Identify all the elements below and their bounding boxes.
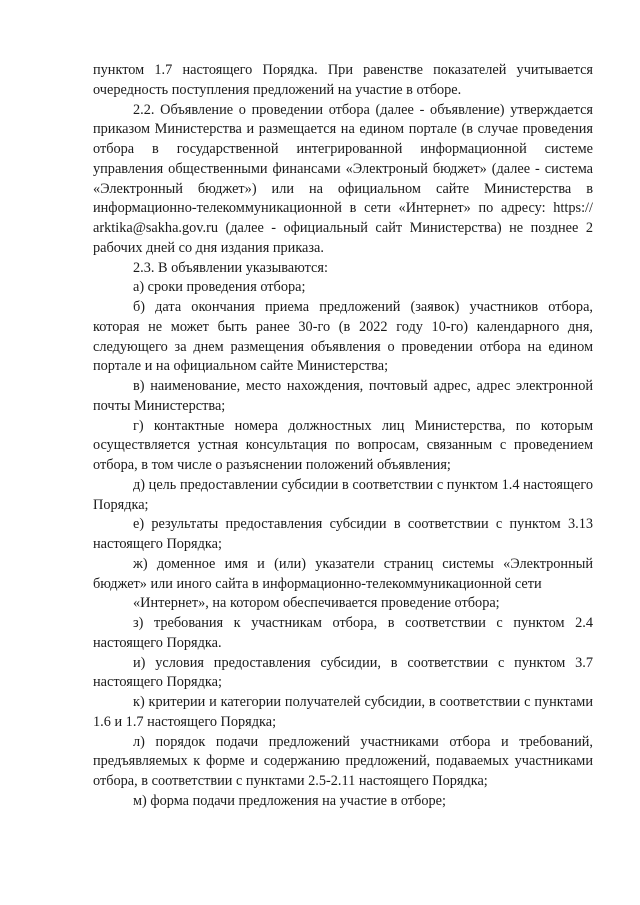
paragraph-2-2: 2.2. Объявление о проведении отбора (далее - объявление) утверждается приказом Министерства и размещается на едином портале (в случае проведения отбора в государственной интегрированной информационной системе управления общественными финансами «Электроный бюджет» (далее - система «Электронный бюджет») или на официальном сайте Министерства в информационно-телекоммуникационной в сети «Интернет» по адресу: https:// arktika@sakha.gov.ru (далее - официальный сайт Министерства) не позднее 2 рабочих дней со дня издания приказа. <box>93 101 593 256</box>
list-item-g: г) контактные номера должностных лиц Министерства, по которым осуществляется устная консультация по вопросам, связанным с проведением отбора, в том числе о разъяснении положений объявления; <box>93 417 593 473</box>
list-item-i: и) условия предоставления субсидии, в соответствии с пунктом 3.7 настоящего Порядка; <box>93 654 593 691</box>
list-item-zh: ж) доменное имя и (или) указатели страниц системы «Электронный бюджет» или иного сайта в информационно-телекоммуникационной сети <box>93 555 593 592</box>
list-item-l: л) порядок подачи предложений участниками отбора и требований, предъявляемых к форме и содержанию предложений, подаваемых участниками отбора, в соответствии с пунктами 2.5-2.11 настоящего Порядка; <box>93 733 593 789</box>
paragraph-continuation: пунктом 1.7 настоящего Порядка. При равенстве показателей учитывается очередность поступления предложений на участие в отборе. <box>93 62 593 98</box>
document-body <box>93 61 593 812</box>
list-item-m: м) форма подачи предложения на участие в отборе; <box>133 792 446 809</box>
list-item-d: д) цель предоставлении субсидии в соответствии с пунктом 1.4 настоящего Порядка; <box>93 476 593 513</box>
list-item-zh-continued: «Интернет», на котором обеспечивается проведение отбора; <box>133 595 500 612</box>
list-item-e: е) результаты предоставления субсидии в соответствии с пунктом 3.13 настоящего Порядка; <box>93 516 593 552</box>
list-item-v: в) наименование, место нахождения, почтовый адрес, адрес электронной почты Министерства; <box>93 378 593 414</box>
list-item-k: к) критерии и категории получателей субсидии, в соответствии с пунктами 1.6 и 1.7 настоящего Порядка; <box>93 694 593 730</box>
list-item-b: б) дата окончания приема предложений (заявок) участников отбора, которая не может быть ранее 30-го (в 2022 году 10-го) календарного дня, следующего за днем размещения объявления о проведении отбора на едином портале и на официальном сайте Министерства; <box>93 299 593 375</box>
list-item-a: а) сроки проведения отбора; <box>133 279 306 296</box>
list-item-z: з) требования к участникам отбора, в соответствии с пунктом 2.4 настоящего Порядка. <box>93 615 593 651</box>
paragraph-2-3: 2.3. В объявлении указываются: <box>133 259 328 276</box>
